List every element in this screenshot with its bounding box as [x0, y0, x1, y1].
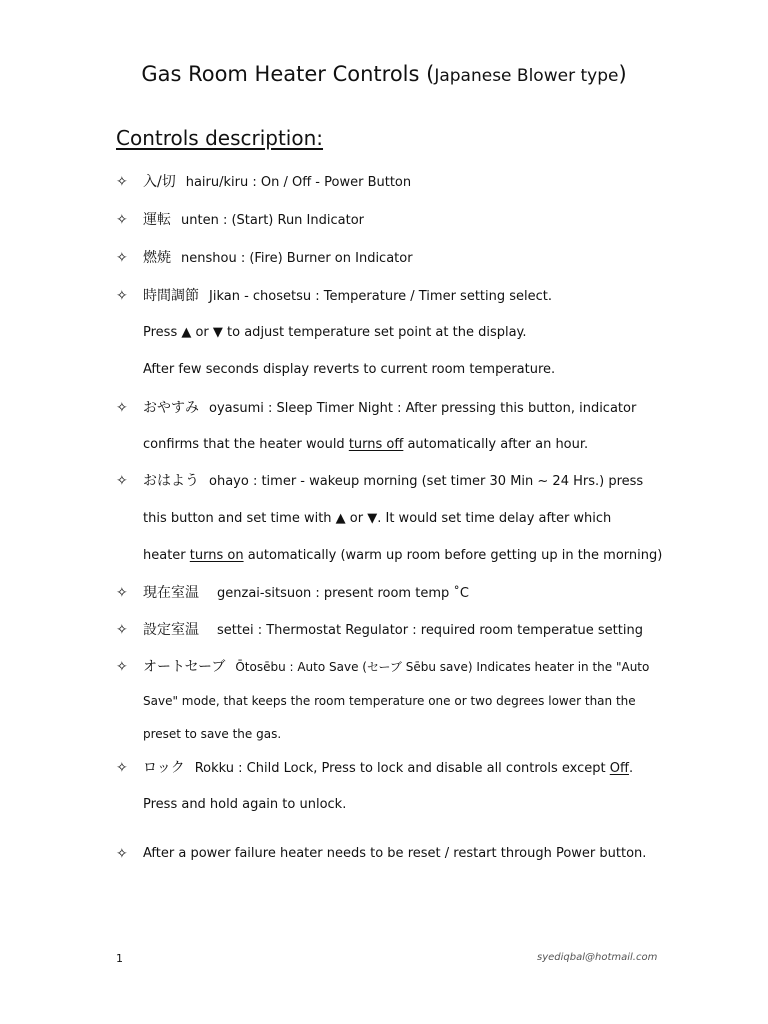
section-heading: Controls description: [116, 126, 324, 150]
text-fragment: automatically (warm up room before getting up in the morning) [243, 548, 663, 563]
item-text: Jikan - chosetsu : Temperature / Timer setting select. [209, 289, 553, 304]
item-continuation [143, 548, 662, 564]
list-item-run [143, 212, 364, 229]
text-fragment: automatically after an hour. [403, 437, 589, 452]
item-text: Rokku : Child Lock, Press to lock and disable all controls except [194, 761, 610, 776]
bullet-icon: ✧ [116, 846, 128, 862]
japanese-label: オートセーブ [143, 659, 226, 675]
item-continuation: preset to save the gas. [143, 727, 282, 741]
page-number: 1 [116, 952, 123, 965]
bullet-icon: ✧ [116, 659, 128, 675]
item-continuation [143, 437, 588, 453]
item-text: genzai-sitsuon : present room temp ˚C [217, 586, 469, 601]
bullet-icon: ✧ [116, 250, 128, 266]
list-item-sleep-timer [143, 400, 636, 417]
footer-email: syediqbal@hotmail.com [537, 952, 658, 963]
bullet-icon: ✧ [116, 760, 128, 776]
item-text: After a power failure heater needs to be reset / restart through Power button. [143, 846, 647, 861]
item-text: oyasumi : Sleep Timer Night : After pressing this button, indicator [209, 401, 637, 416]
text-fragment: confirms that the heater would [143, 437, 349, 452]
item-continuation: Save" mode, that keeps the room temperature one or two degrees lower than the [143, 694, 636, 708]
japanese-label: 時間調節 [143, 288, 199, 304]
item-continuation: this button and set time with ▲ or ▼. It would set time delay after which [143, 511, 612, 526]
japanese-label: ロック [143, 760, 185, 776]
japanese-label: 燃焼 [143, 250, 171, 266]
list-item-present-temp [143, 585, 469, 602]
japanese-label: おはよう [143, 473, 199, 489]
list-item-thermostat [143, 622, 643, 639]
item-text: nenshou : (Fire) Burner on Indicator [181, 251, 413, 266]
japanese-label: 入/切 [143, 174, 176, 190]
item-continuation: Press ▲ or ▼ to adjust temperature set point at the display. [143, 325, 527, 340]
japanese-label: 設定室温 [143, 622, 199, 638]
bullet-icon: ✧ [116, 212, 128, 228]
list-item-wakeup-timer [143, 473, 643, 490]
bullet-icon: ✧ [116, 622, 128, 638]
text-fragment: . [628, 761, 634, 776]
bullet-icon: ✧ [116, 174, 128, 190]
underlined-text: turns on [189, 548, 244, 563]
underlined-text: Off [609, 761, 629, 776]
underlined-text: turns off [348, 437, 404, 452]
document-title [0, 62, 768, 86]
title-close-paren: ) [618, 62, 627, 86]
list-item-power [143, 174, 411, 191]
item-text: unten : (Start) Run Indicator [181, 213, 364, 228]
item-continuation: After few seconds display reverts to current room temperature. [143, 362, 556, 377]
bullet-icon: ✧ [116, 585, 128, 601]
list-item-child-lock [143, 760, 633, 777]
japanese-label: 運転 [143, 212, 171, 228]
item-text: Ōtosēbu : Auto Save (セーブ Sēbu save) Indicates heater in the "Auto [235, 660, 650, 674]
bullet-icon: ✧ [116, 288, 128, 304]
item-text: hairu/kiru : On / Off - Power Button [185, 175, 412, 190]
list-item-burner [143, 250, 413, 267]
list-item-timer-select [143, 288, 552, 305]
list-item-power-failure [143, 846, 646, 862]
title-subtitle: Japanese Blower type [434, 66, 619, 86]
item-text: ohayo : timer - wakeup morning (set timer 30 Min ~ 24 Hrs.) press [209, 474, 644, 489]
title-main: Gas Room Heater Controls ( [141, 62, 435, 86]
bullet-icon: ✧ [116, 473, 128, 489]
text-fragment: heater [143, 548, 190, 563]
list-item-auto-save [143, 659, 649, 675]
japanese-label: 現在室温 [143, 585, 199, 601]
bullet-icon: ✧ [116, 400, 128, 416]
item-continuation: Press and hold again to unlock. [143, 797, 347, 812]
item-text: settei : Thermostat Regulator : required room temperatue setting [217, 623, 643, 638]
japanese-label: おやすみ [143, 400, 199, 416]
